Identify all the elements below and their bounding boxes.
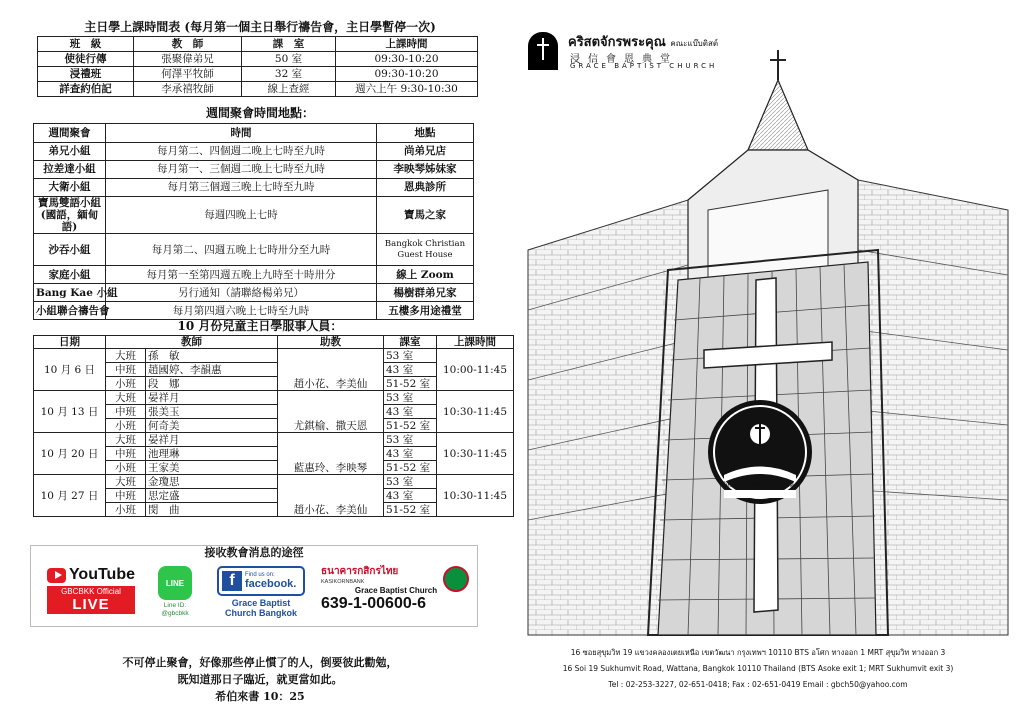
youtube-channel: GBCBKK Official [61,587,121,596]
header-cell: 地點 [377,124,474,143]
teacher-cell: 何奇美 [146,419,278,433]
header-cell: 教師 [106,336,278,349]
teacher-cell: 金瓊思 [146,475,278,489]
header-cell: 課室 [384,336,437,349]
verse-line-2: 既知道那日子臨近，就更當如此。 [177,673,343,686]
date-cell: 10 月 6 日 [34,349,106,391]
facebook-page-name: Grace Baptist Church Bangkok [224,598,297,619]
table-row [34,349,514,363]
church-name-thai-main: คริสตจักรพระคุณ [568,35,666,50]
header-cell: 上課時間 [336,37,478,52]
church-name-chinese: 浸信會恩典堂 [570,54,678,65]
meeting-time: 每月第三個週三晚上七時至九時 [106,179,377,197]
table-row [34,197,474,234]
header-cell: 教 師 [134,37,242,52]
youtube-brand: YouTube [68,566,135,583]
weekly-meetings-title: 週間聚會時間地點： [205,106,314,120]
class-level: 小班 [106,377,146,391]
meeting-place: 五樓多用途禮堂 [377,302,474,320]
teacher-cell: 張美玉 [146,405,278,419]
meeting-time: 每月第二、四週五晚上七時卅分至九時 [106,234,377,266]
meeting-place: 線上 Zoom [377,266,474,284]
church-name-english: GRACE BAPTIST CHURCH [570,62,718,70]
date-cell: 10 月 20 日 [34,433,106,475]
teacher: 張聚偉弟兄 [134,52,242,67]
meeting-place: 恩典診所 [377,179,474,197]
meeting-name: 拉差達小組 [34,161,106,179]
meeting-time: 每月第一、三個週二晚上七時至九時 [106,161,377,179]
church-address [528,645,988,693]
contact-title: 接收教會消息的途徑 [204,546,304,559]
meeting-name: Bang Kae 小組 [34,284,106,302]
room-cell: 51-52 室 [384,503,437,517]
class-level: 中班 [106,447,146,461]
class-level: 中班 [106,363,146,377]
table-header-row [34,336,514,349]
assistant-cell: 尤錤榆、撒天恩 [278,391,384,433]
line-link[interactable] [155,566,195,618]
room-cell: 53 室 [384,475,437,489]
table-row [34,475,514,489]
table-row [34,433,514,447]
meeting-time: 每月第一至第四週五晚上九時至十時卅分 [106,266,377,284]
meeting-name: 家庭小組 [34,266,106,284]
meeting-place: 寶馬之家 [377,197,474,234]
meeting-name: 小組聯合禱告會 [34,302,106,320]
weekly-meetings-table [33,123,474,320]
church-name-thai [568,31,718,52]
sunday-school-title: 主日學上課時間表 (每月第一個主日舉行禱告會，主日學暫停一次) [84,20,436,34]
verse-line-1: 不可停止聚會，好像那些停止慣了的人，倒要彼此勸勉， [122,656,398,669]
class-level: 大班 [106,433,146,447]
class-level: 大班 [106,349,146,363]
teacher-cell: 池理琳 [146,447,278,461]
class-name: 使徒行傳 [38,52,134,67]
teacher-cell: 孫 敏 [146,349,278,363]
table-row [34,179,474,197]
youtube-logo [47,566,135,584]
time: 09:30-10:20 [336,52,478,67]
bank-account [321,564,471,613]
youtube-link[interactable] [47,566,135,622]
teacher-cell: 晏祥月 [146,433,278,447]
meeting-name: 大衛小組 [34,179,106,197]
meeting-place: Bangkok Christian Guest House [377,234,474,266]
facebook-brand: facebook. [245,578,297,591]
class-level: 小班 [106,419,146,433]
youtube-play-icon [47,568,66,583]
table-row [34,143,474,161]
meeting-place: 尚弟兄店 [377,143,474,161]
contact-phone-email: Tel : 02-253-3227, 02-651-0418; Fax : 02-651-0419 Email : gbch50@yahoo.com [608,680,908,689]
time-cell: 10:30-11:45 [437,433,514,475]
time-cell: 10:00-11:45 [437,349,514,391]
teacher-cell: 趙國婷、李韻惠 [146,363,278,377]
line-id: Line ID: @gbcbkk [161,602,189,617]
kasikornbank-logo-icon [443,566,469,592]
meeting-time: 每週四晚上七時 [106,197,377,234]
meeting-name: 弟兄小組 [34,143,106,161]
emblem-text: ให้พระเจ้า ทำงานผ่านพระคำ [722,482,798,489]
class-level: 中班 [106,489,146,503]
room-cell: 51-52 室 [384,377,437,391]
assistant-cell: 趙小花、李美仙 [278,349,384,391]
bank-name-thai: ธนาคารกสิกรไทย [321,566,399,577]
youtube-live-label: LIVE [72,596,110,613]
header-cell: 課 室 [242,37,336,52]
table-row [38,67,478,82]
meeting-time: 每月第四週六晚上七時至九時 [106,302,377,320]
room-cell: 51-52 室 [384,461,437,475]
church-name-thai-sub: คณะแบ๊บติสต์ [670,39,719,48]
room: 50 室 [242,52,336,67]
address-english: 16 Soi 19 Sukhumvit Road, Wattana, Bangkok 10110 Thailand (BTS Asoke exit 1; MRT Sukhumvit exit 3) [562,664,954,673]
table-header-row [38,37,478,52]
children-ministry-title: 10 月份兒童主日學服事人員： [177,319,343,333]
assistant-cell: 趙小花、李美仙 [278,475,384,517]
class-level: 小班 [106,461,146,475]
facebook-badge [217,566,305,596]
meeting-name: 寶馬雙語小組 (國語，緬甸語) [34,197,106,234]
table-row [34,161,474,179]
youtube-live-badge [47,586,135,614]
table-row [34,391,514,405]
bank-name-en: KASIKORNBANK [321,579,365,585]
room-cell: 51-52 室 [384,419,437,433]
room-cell: 43 室 [384,447,437,461]
meeting-place: 李映琴姊妹家 [377,161,474,179]
bank-account-name: Grace Baptist Church [354,586,438,595]
table-header-row [34,124,474,143]
class-level: 大班 [106,391,146,405]
date-cell: 10 月 13 日 [34,391,106,433]
header-cell: 週間聚會 [34,124,106,143]
teacher-cell: 閔 曲 [146,503,278,517]
sunday-school-table [37,36,478,97]
time: 09:30-10:20 [336,67,478,82]
facebook-find-label: Find us on: [245,571,275,578]
facebook-icon: f [222,571,242,591]
header-cell: 班 級 [38,37,134,52]
time-cell: 10:30-11:45 [437,475,514,517]
header-cell: 日期 [34,336,106,349]
teacher-cell: 段 娜 [146,377,278,391]
line-brand: LINE [165,578,185,588]
room-cell: 53 室 [384,349,437,363]
table-row [34,266,474,284]
time: 週六上午 9:30-10:30 [336,82,478,97]
meeting-place: 楊樹群弟兄家 [377,284,474,302]
teacher-cell: 晏祥月 [146,391,278,405]
room: 線上查經 [242,82,336,97]
bank-account-number: 639-1-00600-6 [321,595,426,612]
table-row [34,284,474,302]
room-cell: 43 室 [384,405,437,419]
date-cell: 10 月 27 日 [34,475,106,517]
meeting-name: 沙吞小組 [34,234,106,266]
room-cell: 43 室 [384,489,437,503]
address-thai: 16 ซอยสุขุมวิท 19 แขวงคลองเตยเหนือ เขตวัฒนา กรุงเทพฯ 10110 BTS อโศก ทางออก 1 MRT สุขุมวิท ทางออก 3 [570,648,946,657]
meeting-time: 每月第二、四個週二晚上七時至九時 [106,143,377,161]
teacher-cell: 思定盛 [146,489,278,503]
table-row [38,52,478,67]
teacher: 李承禧牧師 [134,82,242,97]
room-cell: 53 室 [384,433,437,447]
table-row [34,234,474,266]
room-cell: 53 室 [384,391,437,405]
teacher: 何澤平牧師 [134,67,242,82]
class-name: 浸禮班 [38,67,134,82]
class-level: 小班 [106,503,146,517]
class-name: 詳查約伯記 [38,82,134,97]
contact-panel [30,545,478,627]
header-cell: 助教 [278,336,384,349]
table-row [38,82,478,97]
facebook-link[interactable] [217,566,305,619]
room: 32 室 [242,67,336,82]
room-cell: 43 室 [384,363,437,377]
line-icon [158,566,192,600]
class-level: 中班 [106,405,146,419]
facebook-text [245,572,296,591]
meeting-time: 另行通知（請聯絡楊弟兄） [106,284,377,302]
header-cell: 上課時間 [437,336,514,349]
church-building-illustration [528,50,1008,640]
time-cell: 10:30-11:45 [437,391,514,433]
assistant-cell: 藍惠玲、李映琴 [278,433,384,475]
class-level: 大班 [106,475,146,489]
verse-reference: 希伯來書 10：25 [215,690,305,703]
teacher-cell: 王家美 [146,461,278,475]
header-cell: 時間 [106,124,377,143]
children-ministry-table [33,335,514,517]
